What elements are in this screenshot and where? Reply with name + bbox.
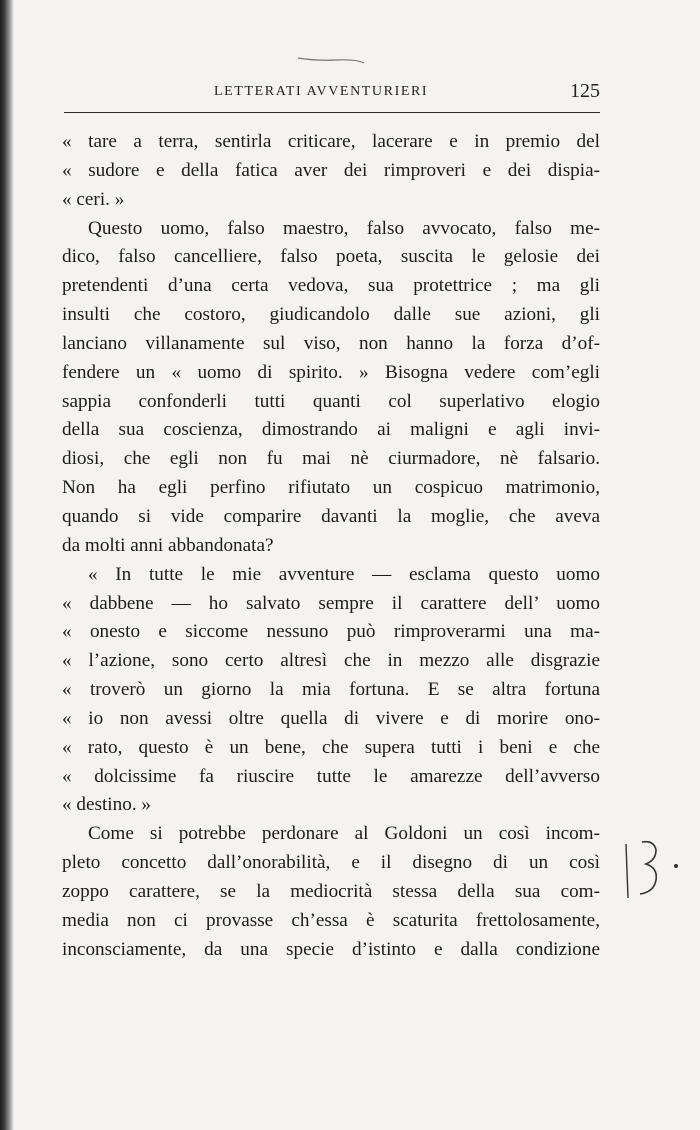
text-line: insulti che costoro, giudicandolo dalle sue azioni, gli: [62, 304, 600, 326]
text-line: dico, falso cancelliere, falso poeta, suscita le gelosie dei: [62, 246, 600, 268]
text-line: Questo uomo, falso maestro, falso avvocato, falso me-: [88, 217, 600, 239]
text-line: « tare a terra, sentirla criticare, lacerare e in premio del: [62, 131, 600, 152]
text-line: « sudore e della fatica aver dei rimproveri e dei dispia-: [62, 159, 600, 181]
running-title: LETTERATI AVVENTURIERI: [214, 84, 429, 99]
text-line: « In tutte le mie avventure — esclama questo uomo: [88, 563, 600, 585]
text-line: « l’azione, sono certo altresì che in mezzo alle disgrazie: [62, 650, 600, 672]
text-line: da molti anni abbandonata?: [62, 534, 274, 556]
text-line: lanciano villanamente sul viso, non hanno la forza d’of-: [62, 332, 600, 354]
text-line: zoppo carattere, se la mediocrità stessa della sua com-: [62, 880, 600, 902]
text-line: « troverò un giorno la mia fortuna. E se altra fortuna: [62, 679, 600, 701]
text-line: Come si potrebbe perdonare al Goldoni un così incom-: [88, 823, 600, 845]
text-line: « dolcissime fa riuscire tutte le amarezze dell’avverso: [62, 765, 600, 787]
text-line: della sua coscienza, dimostrando ai maligni e agli invi-: [62, 419, 600, 441]
text-line: Non ha egli perfino rifiutato un cospicuo matrimonio,: [62, 477, 600, 499]
text-line: « ceri. »: [62, 188, 125, 210]
text-line: « io non avessi oltre quella di vivere e di morire ono-: [62, 707, 600, 729]
text-line: « onesto e siccome nessuno può rimproverarmi una ma-: [62, 621, 600, 643]
text-line: inconsciamente, da una specie d’istinto e dalla condizione: [62, 938, 600, 960]
text-line: diosi, che egli non fu mai nè ciurmadore, nè falsario.: [62, 448, 600, 470]
page-number: 125: [570, 80, 600, 102]
ink-smudge-mark: [296, 52, 366, 66]
text-line: media non ci provasse ch’essa è scaturita frettolosamente,: [62, 909, 600, 931]
text-line: « destino. »: [62, 794, 152, 816]
page-header: [214, 80, 600, 104]
text-line: pleto concetto dall’onorabilità, e il disegno di un così: [62, 852, 600, 874]
header-rule: [64, 112, 600, 113]
text-line: sappia confonderli tutti quanti col superlativo elogio: [62, 390, 600, 412]
body-text: [62, 128, 600, 964]
page-binding-edge: [0, 0, 14, 1130]
handwritten-margin-mark: [624, 838, 684, 918]
text-line: pretendenti d’una certa vedova, sua protettrice ; ma gli: [62, 275, 600, 297]
text-line: « dabbene — ho salvato sempre il carattere dell’ uomo: [62, 592, 600, 614]
text-line: fendere un « uomo di spirito. » Bisogna vedere com’egli: [62, 361, 600, 383]
text-line: « rato, questo è un bene, che supera tutti i beni e che: [62, 736, 600, 758]
text-line: quando si vide comparire davanti la moglie, che aveva: [62, 505, 600, 527]
